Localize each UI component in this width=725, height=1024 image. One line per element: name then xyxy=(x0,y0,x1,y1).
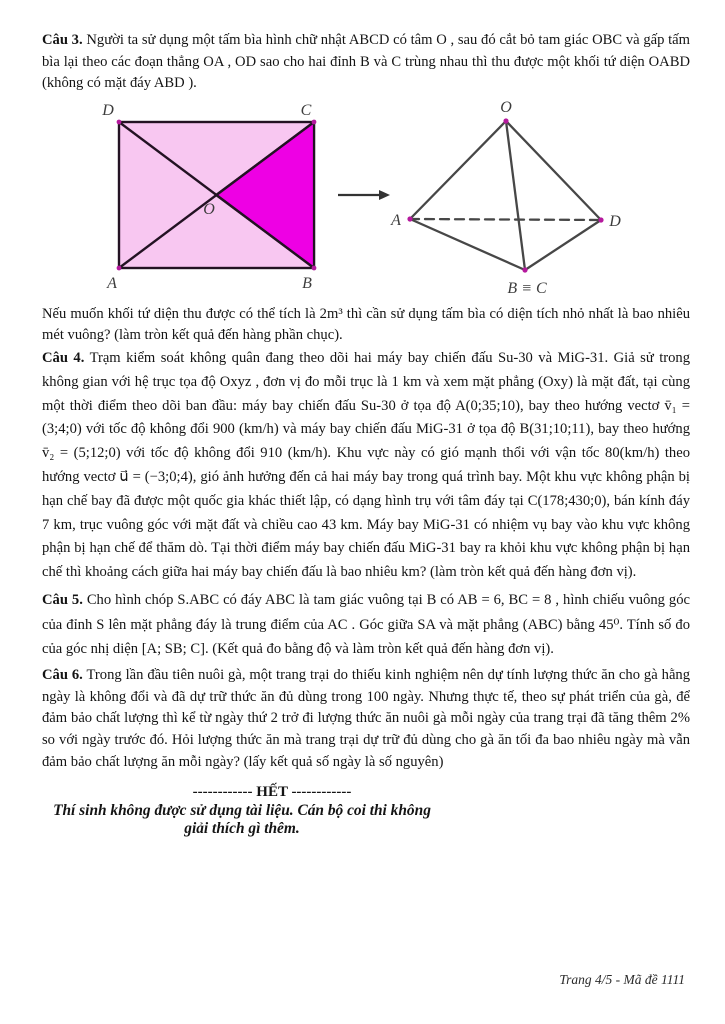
edge-od xyxy=(506,121,601,220)
vertex-dot-d2 xyxy=(598,217,603,222)
vertex-dot-b xyxy=(312,265,317,270)
question-3-continuation: Nếu muốn khối tứ diện thu được có thể tích là 2m³ thì cần sử dụng tấm bìa có diện tích nhỏ nhất là bao nhiêu mét vuông? (làm tròn kết quả đến hàng phần chục). xyxy=(42,305,690,344)
label-a2: A xyxy=(391,211,401,229)
edge-oa xyxy=(410,121,506,219)
transform-arrow-icon xyxy=(338,190,390,200)
exam-note: Thí sinh không được sử dụng tài liệu. Cán bộ coi thi không giải thích gì thêm. xyxy=(53,801,431,837)
vertex-dot-o2 xyxy=(503,118,508,123)
vertex-dot-bc xyxy=(522,267,527,272)
question-6-label: Câu 6. xyxy=(42,666,83,683)
label-a: A xyxy=(107,274,117,292)
vertex-dot-a xyxy=(117,265,122,270)
vertex-dot-c xyxy=(312,119,317,124)
label-o2: O xyxy=(500,98,512,116)
question-5-label: Câu 5. xyxy=(42,591,83,608)
question-5 xyxy=(42,588,690,662)
edge-obc xyxy=(506,121,525,270)
geometry-figure xyxy=(42,98,690,300)
tetrahedron xyxy=(410,121,601,270)
label-c: C xyxy=(300,101,312,119)
label-d2: D xyxy=(609,212,621,230)
question-3-text: Người ta sử dụng một tấm bìa hình chữ nhật ABCD có tâm O , sau đó cắt bỏ tam giác OBC và gấp tấm bìa lại theo các đoạn thẳng OA , OD sao cho hai đỉnh B và C trùng nhau thì thu được một khối tứ diện OABD (không có mặt đáy ABD ). xyxy=(42,32,690,92)
edge-abc xyxy=(410,219,525,270)
question-4-text: Trạm kiểm soát không quân đang theo dõi hai máy bay chiến đấu Su-30 và MiG-31. Giả sử trong không gian với hệ trục tọa độ Oxyz , đơn vị đo mỗi trục là 1 km và xem mặt phẳng (Oxy) là mặt đất, tại cùng một thời điểm theo dõi ban đầu: máy bay chiến đấu Su-30 ở tọa độ A(0;35;10), bay theo hướng vectơ v̄₁ = (3;4;0) với tốc độ không đổi 900 (km/h) và máy bay chiến đấu MiG-31 ở tọa độ B(31;10;11), bay theo hướng v̄₂ = (5;12;0) với tốc độ không đổi 910 (km/h). Khu vực này có gió mạnh thổi với vận tốc 80(km/h) theo hướng vectơ u⃗ = (−3;0;4), gió ảnh hưởng đến cả hai máy bay trong quá trình bay. Một khu vực không phận bị hạn chế bay đã được một quốc gia khác thiết lập, có dạng hình trụ với tâm đáy tại C(178;430;0), bán kính đáy 7 km, trục vuông góc với mặt đất và chiều cao 43 km. Máy bay MiG-31 có nhiệm vụ bay vào khu vực không phận bị hạn chế để thăm dò. Tại thời điểm máy bay chiến đấu MiG-31 bay ra khỏi khu vực không phận bị hạn chế thì khoảng cách giữa hai máy bay chiến đấu là bao nhiêu km? (làm tròn kết quả đến hàng đơn vị). xyxy=(42,349,690,581)
label-center-o: O xyxy=(203,200,215,218)
label-o: B xyxy=(302,274,312,292)
vertex-dot-d xyxy=(117,119,122,124)
question-5-text: Cho hình chóp S.ABC có đáy ABC là tam giác vuông tại B có AB = 6, BC = 8 , hình chiếu vuông góc của đỉnh S lên mặt phẳng đáy là trung điểm của AC . Góc giữa SA và mặt phẳng (ABC) bằng 45⁰. Tính số đo của góc nhị diện [A; SB; C]. (Kết quả đo bằng độ và làm tròn kết quả đến hàng đơn vị). xyxy=(42,591,690,658)
question-4-label: Câu 4. xyxy=(42,349,85,366)
label-d: D xyxy=(102,101,114,119)
end-marker: ------------ HẾT ------------ xyxy=(192,783,352,800)
question-6-text: Trong lần đầu tiên nuôi gà, một trang trại do thiếu kinh nghiệm nên dự tính lượng thức ăn cho gà hằng ngày là không đổi và đã dự trữ thức ăn đủ dùng trong 100 ngày. Nhưng thực tế, theo sự phát triển của gà, để đảm bảo chất lượng thì kể từ ngày thứ 2 trở đi lượng thức ăn nuôi gà mỗi ngày của trang trại đã tăng thêm 2% so với ngày trước đó. Hỏi lượng thức ăn mà trang trại dự trữ đủ dùng cho gà ăn tối đa bao nhiêu ngày mà vẫn đảm bảo chất lượng ăn mỗi ngày? (lấy kết quả số ngày là số nguyên) xyxy=(42,666,691,770)
question-3-label: Câu 3. xyxy=(42,32,83,48)
edge-ad-dashed xyxy=(410,219,601,220)
page-number: Trang 4/5 - Mã đề 1111 xyxy=(559,972,685,987)
exam-content xyxy=(42,30,690,838)
question-3 xyxy=(42,30,690,95)
label-bc: B ≡ C xyxy=(507,279,547,297)
figure-canvas xyxy=(42,98,690,300)
question-6 xyxy=(42,665,690,774)
question-4 xyxy=(42,347,690,585)
edge-dbc xyxy=(525,220,601,270)
vertex-dot-a2 xyxy=(407,216,412,221)
